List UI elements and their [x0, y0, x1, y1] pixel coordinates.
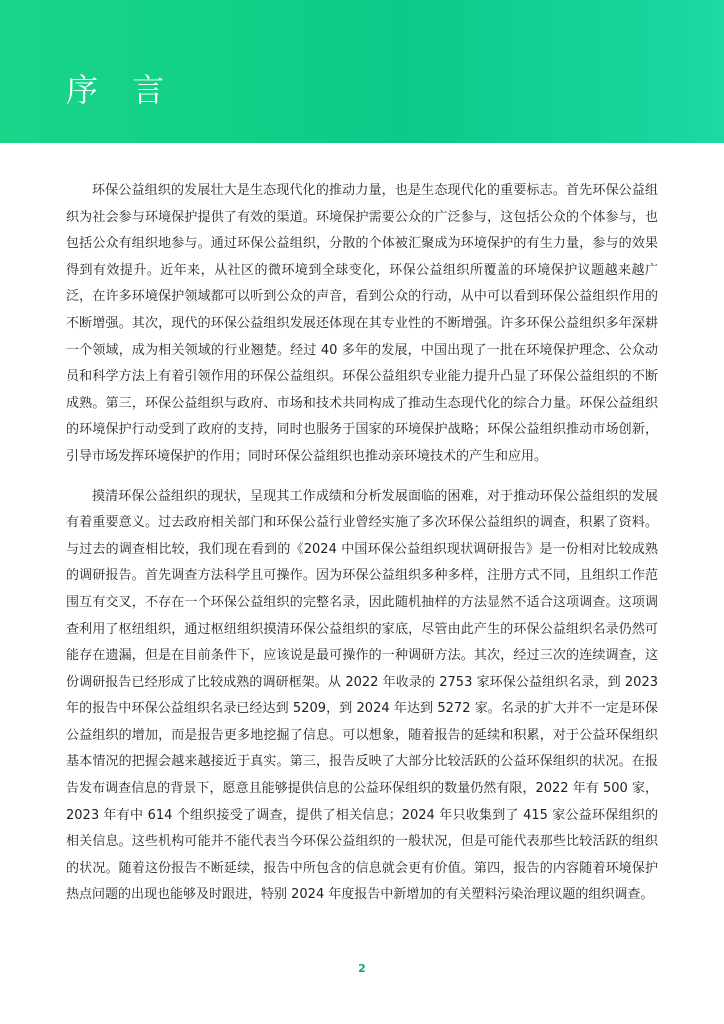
paragraph-1: 环保公益组织的发展壮大是生态现代化的推动力量，也是生态现代化的重要标志。首先环保公益组织为社会参与环境保护提供了有效的渠道。环境保护需要公众的广泛参与，这包括公众的个体参与，也包括公众有组织地参与。通过环保公益组织，分散的个体被汇聚成为环境保护的有生力量，参与的效果得到有效提升。近年来，从社区的微环境到全球变化，环保公益组织所覆盖的环境保护议题越来越广泛，在许多环境保护领域都可以听到公众的声音，看到公众的行动，从中可以看到环保公益组织作用的不断增强。其次，现代的环保公益组织发展还体现在其专业性的不断增强。许多环保公益组织多年深耕一个领域，成为相关领域的行业翘楚。经过 40 多年的发展，中国出现了一批在环境保护理念、公众动员和科学方法上有着引领作用的环保公益组织。环保公益组织专业能力提升凸显了环保公益组织的不断成熟。第三，环保公益组织与政府、市场和技术共同构成了推动生态现代化的综合力量。环保公益组织的环境保护行动受到了政府的支持，同时也服务于国家的环境保护战略；环保公益组织推动市场创新，引导市场发挥环境保护的作用；同时环保公益组织也推动亲环境技术的产生和应用。 [66, 183, 658, 464]
header-banner [0, 0, 724, 143]
page-title: 序 言 [66, 71, 177, 109]
paragraph-2: 摸清环保公益组织的现状，呈现其工作成绩和分析发展面临的困难，对于推动环保公益组织的发展有着重要意义。过去政府相关部门和环保公益行业曾经实施了多次环保公益组织的调查，积累了资料。与过去的调查相比较，我们现在看到的《2024 中国环保公益组织现状调研报告》是一份相对比较成熟的调研报告。首先调查方法科学且可操作。因为环保公益组织多种多样，注册方式不同，且组织工作范围互有交叉，不存在一个环保公益组织的完整名录，因此随机抽样的方法显然不适合这项调查。这项调查利用了枢纽组织，通过枢纽组织摸清环保公益组织的家底，尽管由此产生的环保公益组织名录仍然可能存在遗漏，但是在目前条件下，应该说是最可操作的一种调研方法。其次，经过三次的连续调查，这份调研报告已经形成了比较成熟的调研框架。从 2022 年收录的 2753 家环保公益组织名录，到 2023 年的报告中环保公益组织名录已经达到 5209，到 2024 年达到 5272 家。名录的扩大并不一定是环保公益组织的增加，而是报告更多地挖掘了信息。可以想象，随着报告的延续和积累，对于公益环保组织基本情况的把握会越来越接近于真实。第三，报告反映了大部分比较活跃的公益环保组织的状况。在报告发布调查信息的背景下，愿意且能够提供信息的公益环保组织的数量仍然有限，2022 年有 500 家，2023 年有中 614 个组织接受了调查，提供了相关信息；2024 年只收集到了 415 家公益环保组织的相关信息。这些机构可能并不能代表当今环保公益组织的一般状况，但是可能代表那些比较活跃的组织的状况。随着这份报告不断延续，报告中所包含的信息就会更有价值。第四，报告的内容随着环境保护热点问题的出现也能够及时跟进，特别 2024 年度报告中新增加的有关塑料污染治理议题的组织调查。 [66, 488, 658, 903]
page-number: 2 [358, 962, 366, 975]
preface-body [66, 178, 658, 909]
